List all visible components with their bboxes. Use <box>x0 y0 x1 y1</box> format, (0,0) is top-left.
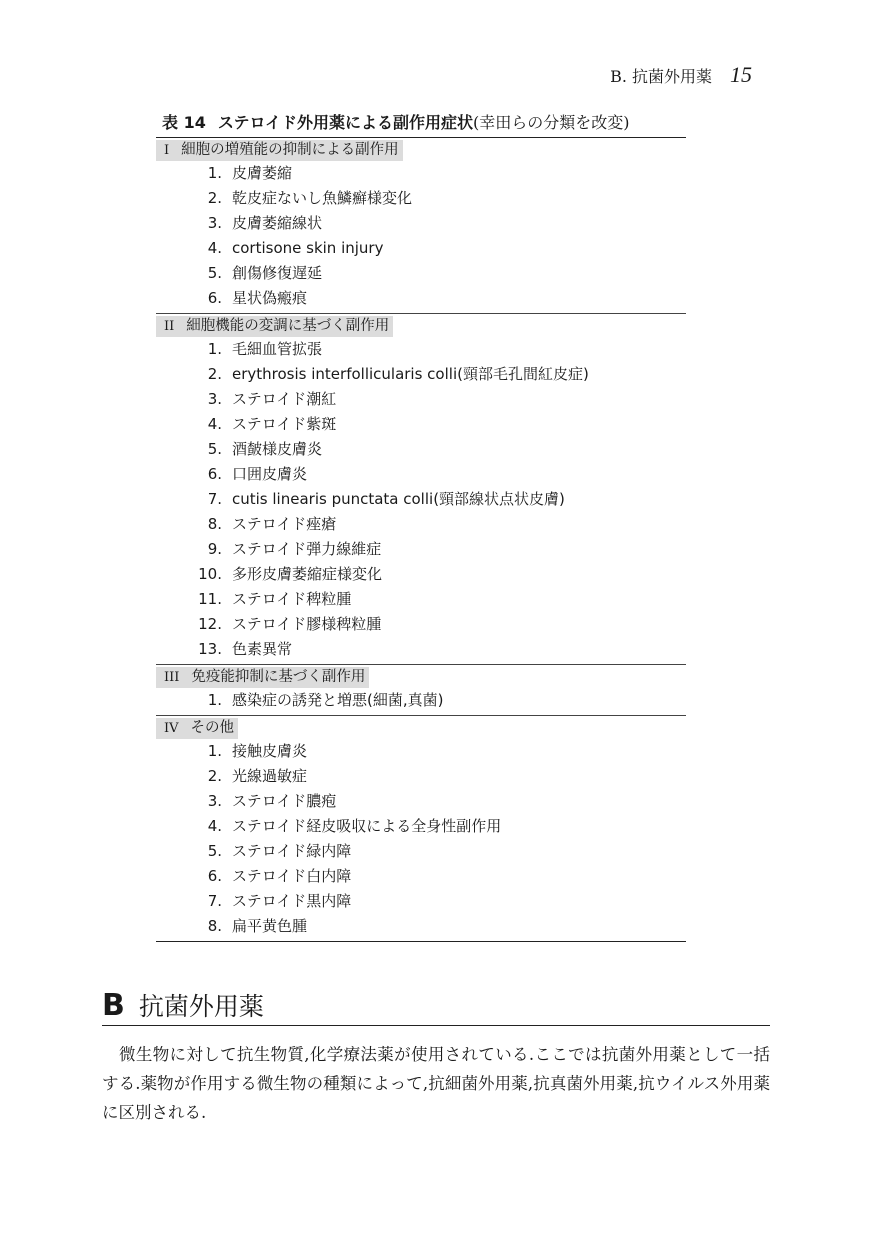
item-number: 4. <box>207 239 222 257</box>
item-text: 毛細血管拡張 <box>232 340 323 358</box>
table-row <box>156 637 686 662</box>
item-number: 12. <box>198 615 222 633</box>
table-row <box>156 537 686 562</box>
group-label <box>156 140 403 161</box>
table-row <box>156 688 686 713</box>
item-text: ステロイド経皮吸収による全身性副作用 <box>232 817 502 835</box>
item-number: 8. <box>207 515 222 533</box>
item-text: ステロイド痤瘡 <box>232 515 337 533</box>
table-row <box>156 487 686 512</box>
table-row <box>156 914 686 939</box>
section-title: 抗菌外用薬 <box>138 992 264 1021</box>
group-numeral: IV <box>164 721 179 736</box>
group-header <box>156 665 686 688</box>
running-head-section: B. 抗菌外用薬 <box>610 67 712 86</box>
item-text: ステロイド膿疱 <box>232 792 337 810</box>
item-text: erythrosis interfollicularis colli(頸部毛孔間紅皮症) <box>232 365 589 383</box>
running-head <box>610 62 752 88</box>
item-text: ステロイド緑内障 <box>232 842 352 860</box>
side-effects-table <box>156 109 686 942</box>
table-caption <box>156 109 686 138</box>
table-group <box>156 665 686 716</box>
item-text: 光線過敏症 <box>232 767 308 785</box>
table-number: 表 14 <box>162 113 206 132</box>
item-number: 9. <box>207 540 222 558</box>
item-text: ステロイド稗粒腫 <box>232 590 352 608</box>
item-number: 10. <box>198 565 222 583</box>
table-row <box>156 839 686 864</box>
item-number: 2. <box>207 767 222 785</box>
item-text: 星状偽瘢痕 <box>232 289 308 307</box>
item-number: 4. <box>207 817 222 835</box>
item-text: 接触皮膚炎 <box>232 742 308 760</box>
table-row <box>156 412 686 437</box>
table-row <box>156 814 686 839</box>
group-label <box>156 718 238 739</box>
item-text: 多形皮膚萎縮症様変化 <box>232 565 383 583</box>
item-text: 色素異常 <box>232 640 293 658</box>
table-row <box>156 864 686 889</box>
item-number: 13. <box>198 640 222 658</box>
item-text: cortisone skin injury <box>232 239 384 257</box>
item-number: 1. <box>207 340 222 358</box>
item-number: 4. <box>207 415 222 433</box>
section-letter: B <box>102 987 125 1023</box>
table-title: ステロイド外用薬による副作用症状 <box>217 113 474 132</box>
group-label <box>156 316 393 337</box>
item-text: ステロイド膠様稗粒腫 <box>232 615 382 633</box>
item-text: 創傷修復遅延 <box>232 264 323 282</box>
item-number: 2. <box>207 189 222 207</box>
table-row <box>156 587 686 612</box>
table-row <box>156 889 686 914</box>
group-title: 免疫能抑制に基づく副作用 <box>191 669 366 685</box>
table-note: (幸田らの分類を改変) <box>473 113 630 132</box>
table-groups <box>156 138 686 942</box>
item-text: 口囲皮膚炎 <box>232 465 308 483</box>
group-header <box>156 138 686 161</box>
item-number: 5. <box>207 440 222 458</box>
item-text: 皮膚萎縮線状 <box>232 214 323 232</box>
table-row <box>156 286 686 311</box>
item-text: 乾皮症ないし魚鱗癬様変化 <box>232 189 413 207</box>
item-number: 6. <box>207 867 222 885</box>
item-text: ステロイド弾力線維症 <box>232 540 382 558</box>
item-text: 扁平黄色腫 <box>232 917 308 935</box>
group-title: 細胞の増殖能の抑制による副作用 <box>181 142 399 158</box>
group-header <box>156 314 686 337</box>
item-number: 8. <box>207 917 222 935</box>
table-group <box>156 138 686 314</box>
group-numeral: II <box>164 319 175 334</box>
table-row <box>156 437 686 462</box>
table-row <box>156 462 686 487</box>
table-group <box>156 314 686 665</box>
item-text: ステロイド潮紅 <box>232 390 337 408</box>
section-heading <box>102 985 770 1026</box>
table-group <box>156 716 686 942</box>
group-numeral: I <box>164 143 170 158</box>
item-text: ステロイド紫斑 <box>232 415 337 433</box>
item-number: 1. <box>207 742 222 760</box>
group-numeral: III <box>164 670 180 685</box>
item-number: 5. <box>207 264 222 282</box>
table-row <box>156 789 686 814</box>
page-number: 15 <box>730 62 752 87</box>
item-text: 皮膚萎縮 <box>232 164 293 182</box>
group-title: その他 <box>190 720 235 736</box>
item-number: 7. <box>207 490 222 508</box>
item-text: ステロイド白内障 <box>232 867 352 885</box>
item-text: cutis linearis punctata colli(頸部線状点状皮膚) <box>232 490 565 508</box>
table-row <box>156 764 686 789</box>
table-row <box>156 161 686 186</box>
table-row <box>156 261 686 286</box>
table-row <box>156 337 686 362</box>
item-number: 2. <box>207 365 222 383</box>
group-title: 細胞機能の変調に基づく副作用 <box>186 318 390 334</box>
table-row <box>156 236 686 261</box>
table-row <box>156 186 686 211</box>
item-number: 3. <box>207 792 222 810</box>
group-header <box>156 716 686 739</box>
item-text: 感染症の誘発と増悪(細菌,真菌) <box>232 691 444 709</box>
section-body-paragraph: 微生物に対して抗生物質,化学療法薬が使用されている.ここでは抗菌外用薬として一括する.薬物が作用する微生物の種類によって,抗細菌外用薬,抗真菌外用薬,抗ウイルス外用薬に区別される. <box>102 1045 770 1122</box>
item-number: 6. <box>207 289 222 307</box>
item-text: 酒皶様皮膚炎 <box>232 440 323 458</box>
table-row <box>156 612 686 637</box>
item-number: 3. <box>207 390 222 408</box>
item-number: 7. <box>207 892 222 910</box>
item-number: 1. <box>207 691 222 709</box>
item-text: ステロイド黒内障 <box>232 892 352 910</box>
table-row <box>156 562 686 587</box>
table-row <box>156 739 686 764</box>
table-row <box>156 362 686 387</box>
table-row <box>156 512 686 537</box>
item-number: 3. <box>207 214 222 232</box>
item-number: 1. <box>207 164 222 182</box>
table-row <box>156 387 686 412</box>
table-row <box>156 211 686 236</box>
item-number: 6. <box>207 465 222 483</box>
group-label <box>156 667 369 688</box>
item-number: 5. <box>207 842 222 860</box>
item-number: 11. <box>198 590 222 608</box>
